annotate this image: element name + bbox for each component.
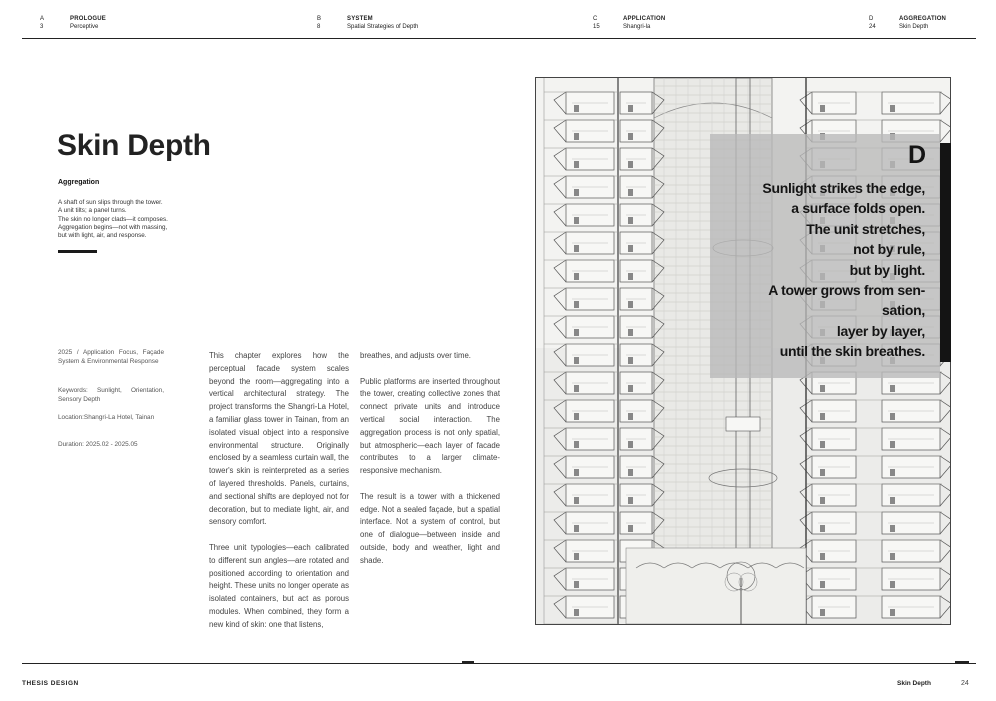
quote-line: A tower grows from sen- xyxy=(768,282,925,299)
footer-marker xyxy=(462,661,474,664)
section-code: D xyxy=(869,16,874,22)
quote-line: until the skin breathes. xyxy=(779,343,925,360)
quote-line: sation, xyxy=(881,302,925,319)
body-column-2 xyxy=(360,350,500,580)
footer-label: THESIS DESIGN xyxy=(22,680,79,687)
body-paragraph: Public platforms are inserted throughout the tower, creating collective zones that connect private units and introduce vertical social interaction. The aggregation process is not only spatial, but atmospheric—each layer of facade contributes to a larger climate-responsive mechanism. xyxy=(360,376,500,476)
section-subtitle: Spatial Strategies of Depth xyxy=(347,24,419,30)
section-subtitle: Skin Depth xyxy=(899,24,929,30)
body-paragraph: This chapter explores how the perceptual facade system scales beyond the room—aggregating into a vertical architectural strategy. The project transforms the Shangri-La Hotel, a familiar glass tower in Tainan, from an isolated visual object into a responsive environmental structure. Originally enclosed by a seamless curtain wall, the tower's skin is reinterpreted as a series of layered thresholds. Panels, curtains, and sectional shifts are deployed not for decoration, but to mediate light, air, and sensory comfort. xyxy=(209,351,349,527)
meta-keywords: Keywords: Sunlight, Orientation, Sensory Depth xyxy=(58,387,164,403)
section-page: 3 xyxy=(40,24,44,30)
chapter-letter: D xyxy=(907,141,926,169)
body-paragraph: breathes, and adjusts over time. xyxy=(360,351,471,360)
section-code: B xyxy=(317,16,322,22)
quote-line: The unit stretches, xyxy=(806,220,925,237)
quote-text xyxy=(712,178,925,362)
body-paragraph: Three unit typologies—each calibrated to different sun angles—are rotated and positioned according to orientation and height. These units no longer operate as isolated containers, but act as porous modules. When combined, they form a new kind of skin: one that listens, xyxy=(209,542,349,629)
body-column-1 xyxy=(209,350,349,644)
intro-line: but with light, air, and response. xyxy=(58,232,147,240)
intro-line: A shaft of sun slips through the tower. xyxy=(58,199,163,206)
quote-line: Sunlight strikes the edge, xyxy=(762,180,925,196)
section-title: APPLICATION xyxy=(623,16,666,22)
section-subtitle: Perceptive xyxy=(70,24,99,30)
quote-accent-bar xyxy=(940,143,951,362)
page-subtitle: Aggregation xyxy=(58,179,100,186)
body-paragraph: The result is a tower with a thickened edge. Not a sealed façade, but a spatial interface. Not a system of control, but one of dialogue—between inside and outside, body and weather, light and shade. xyxy=(360,491,500,565)
section-page: 8 xyxy=(317,24,321,30)
footer-chapter: Skin Depth xyxy=(897,680,931,687)
section-title: PROLOGUE xyxy=(70,16,106,22)
section-code: C xyxy=(593,16,598,22)
meta-location: Location:Shangri-La Hotel, Tainan xyxy=(58,414,155,421)
intro-text xyxy=(58,199,198,240)
intro-line: A unit tilts; a panel turns. xyxy=(58,207,127,215)
accent-bar xyxy=(58,250,97,253)
page-title: Skin Depth xyxy=(57,129,211,162)
section-page: 24 xyxy=(869,24,876,30)
quote-line: but by light. xyxy=(849,261,925,278)
page-number: 24 xyxy=(961,680,969,687)
quote-line: not by rule, xyxy=(853,241,925,258)
quote-line: a surface folds open. xyxy=(791,200,925,217)
intro-line: The skin no longer clads—it composes. xyxy=(58,215,168,223)
intro-line: Aggregation begins—not with massing, xyxy=(58,223,168,231)
meta-duration: Duration: 2025.02 - 2025.05 xyxy=(58,441,138,448)
footer-marker xyxy=(955,661,969,664)
header-divider xyxy=(22,38,976,39)
section-code: A xyxy=(40,16,45,22)
footer-divider xyxy=(22,663,976,664)
section-subtitle: Shangri-la xyxy=(623,24,651,30)
meta-focus: 2025 / Application Focus, Façade System & Environmental Response xyxy=(58,349,164,365)
section-title: SYSTEM xyxy=(347,16,373,22)
section-title: AGGREGATION xyxy=(899,16,947,22)
quote-line: layer by layer, xyxy=(836,322,925,339)
section-page: 15 xyxy=(593,24,600,30)
